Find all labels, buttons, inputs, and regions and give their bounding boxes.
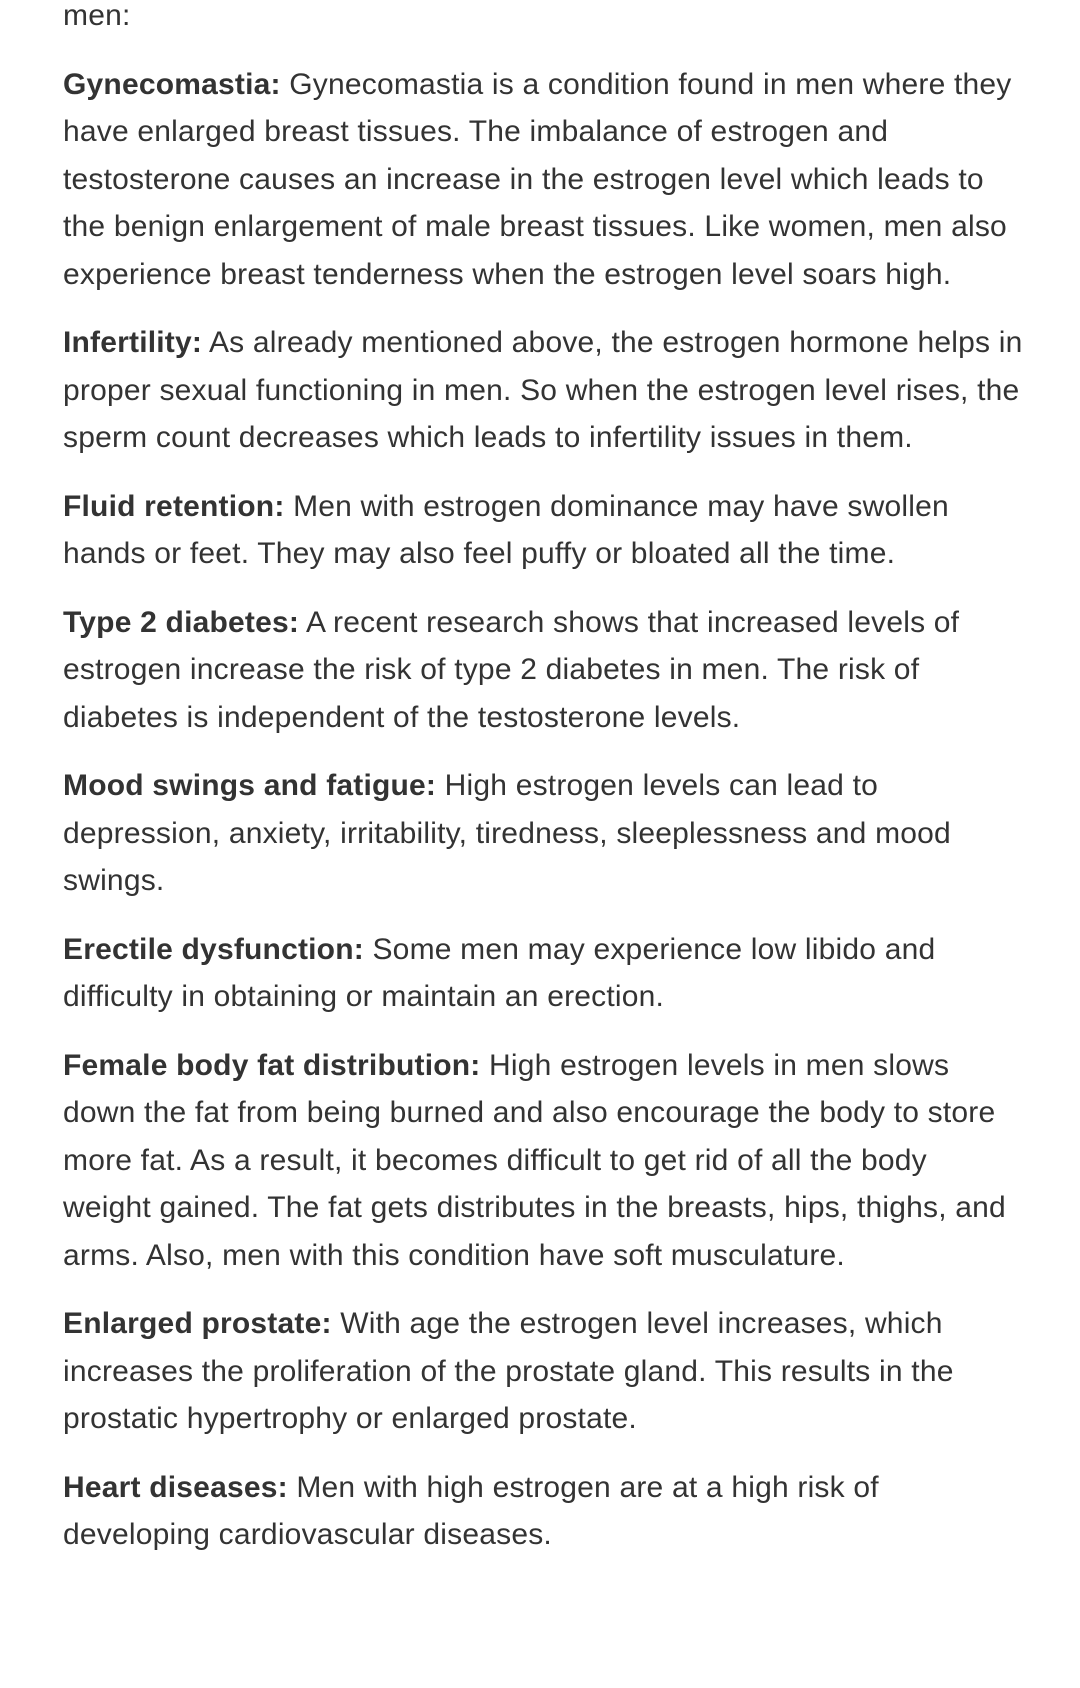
condition-fluid-retention <box>63 483 1023 578</box>
condition-text: As already mentioned above, the estrogen hormone helps in proper sexual functioning in men. So when the estrogen level rises, the sperm count decreases which leads to infertility issues in them. <box>63 326 1023 454</box>
intro-fragment: men: <box>63 0 131 32</box>
condition-term: Infertility: <box>63 326 203 359</box>
condition-gynecomastia <box>63 61 1023 299</box>
condition-enlarged-prostate <box>63 1300 1023 1443</box>
condition-heart-diseases <box>63 1464 1023 1559</box>
condition-term: Heart diseases: <box>63 1470 288 1504</box>
condition-text: High estrogen levels can lead to depression, anxiety, irritability, tiredness, sleeplessness and mood swings. <box>63 769 951 897</box>
condition-text: Gynecomastia is a condition found in men where they have enlarged breast tissues. The imbalance of estrogen and testosterone causes an increase in the estrogen level which leads to the benign enlargement of male breast tissues. Like women, men also experience breast tenderness when the estrogen level soars high. <box>63 67 1012 291</box>
condition-text: A recent research shows that increased levels of estrogen increase the risk of type 2 diabetes in men. The risk of diabetes is independent of the testosterone levels. <box>63 605 960 734</box>
condition-fat-distribution <box>63 1042 1023 1280</box>
condition-text: With age the estrogen level increases, which increases the proliferation of the prostate gland. This results in the prostatic hypertrophy or enlarged prostate. <box>63 1307 954 1435</box>
condition-text: Men with high estrogen are at a high risk of developing cardiovascular diseases. <box>63 1470 879 1551</box>
condition-term: Fluid retention: <box>63 489 285 523</box>
condition-erectile-dysfunction <box>63 926 1023 1021</box>
condition-term: Mood swings and fatigue: <box>63 769 437 802</box>
condition-mood-swings <box>63 762 1023 905</box>
condition-term: Female body fat distribution: <box>63 1048 481 1082</box>
condition-term: Type 2 diabetes: <box>63 605 300 639</box>
condition-term: Erectile dysfunction: <box>63 932 364 966</box>
condition-type-2-diabetes <box>63 599 1023 742</box>
condition-text: Some men may experience low libido and difficulty in obtaining or maintain an erection. <box>63 932 936 1013</box>
condition-text: Men with estrogen dominance may have swollen hands or feet. They may also feel puffy or bloated all the time. <box>63 489 949 570</box>
condition-text: High estrogen levels in men slows down the fat from being burned and also encourage the body to store more fat. As a result, it becomes difficult to get rid of all the body weight gained. The fat gets distributes in the breasts, hips, thighs, and arms. Also, men with this condition have soft musculature. <box>63 1048 1006 1272</box>
condition-infertility <box>63 319 1023 462</box>
condition-term: Enlarged prostate: <box>63 1307 332 1340</box>
article-body <box>63 0 1023 1580</box>
condition-term: Gynecomastia: <box>63 67 281 101</box>
